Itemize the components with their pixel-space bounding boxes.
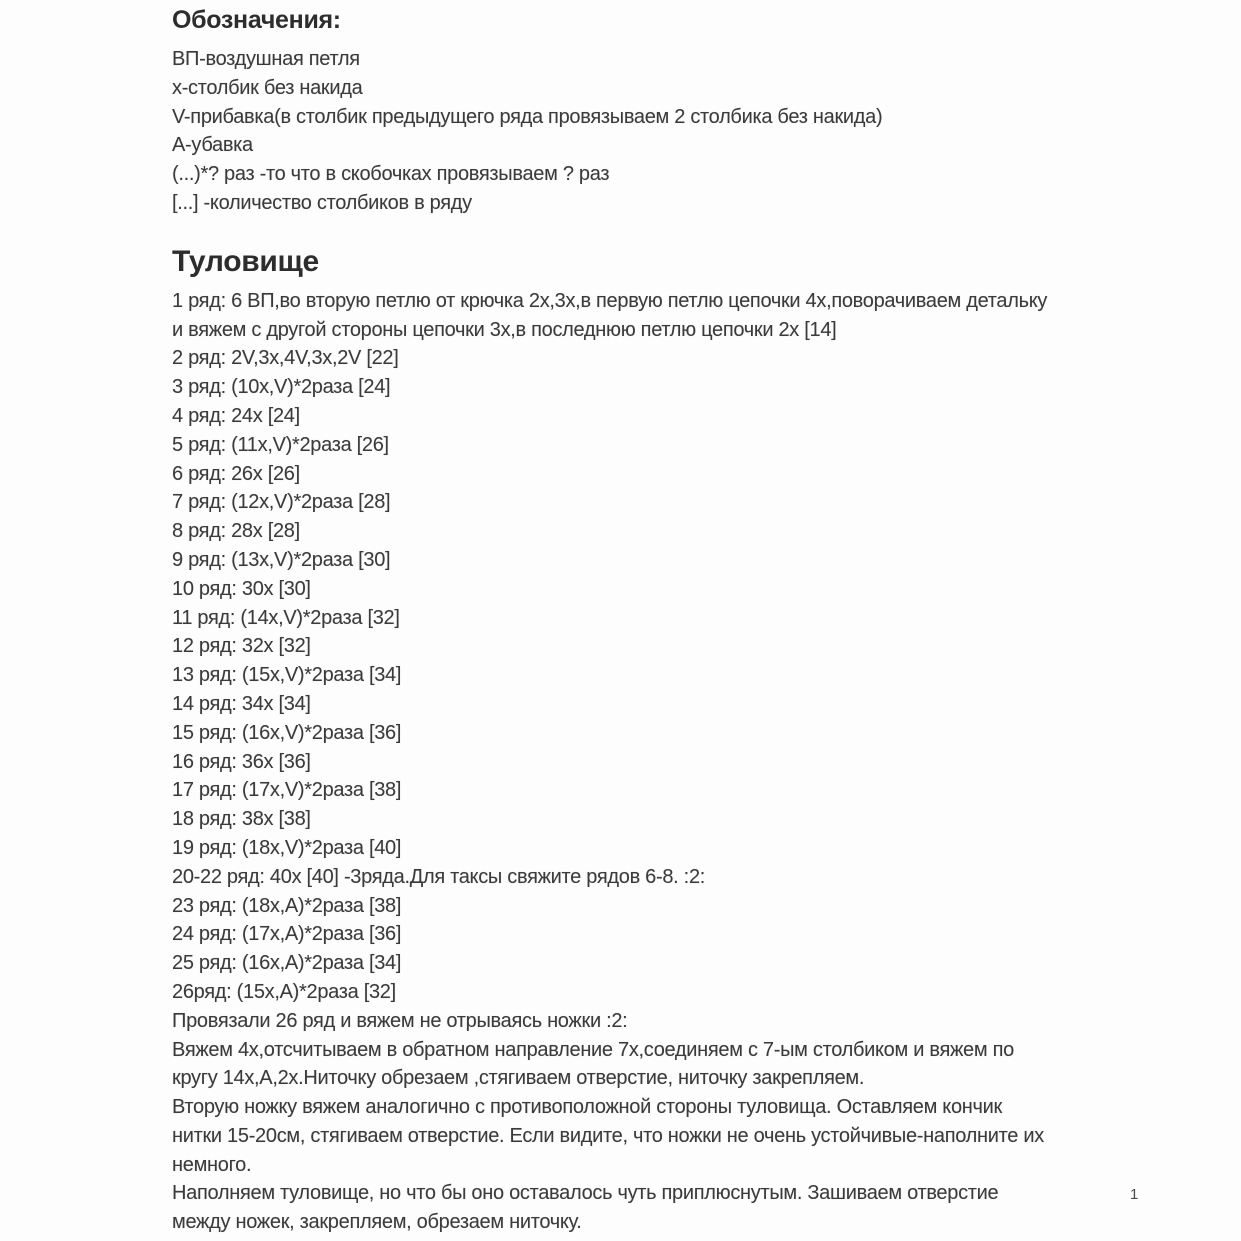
legend-item: х-столбик без накида — [172, 76, 363, 99]
pattern-row: 7 ряд: (12x,V)*2раза [28] — [172, 491, 391, 514]
pattern-row: 2 ряд: 2V,3x,4V,3x,2V [22] — [172, 347, 399, 370]
body-section-heading: Туловище — [172, 244, 319, 278]
pattern-row: Вторую ножку вяжем аналогично с противоположной стороны туловища. Оставляем кончик нитки 15-20см, стягиваем отверстие. Если видите, что ножки не очень устойчивые-наполните их немного. — [172, 1096, 1044, 1176]
pattern-row: 19 ряд: (18x,V)*2раза [40] — [172, 836, 402, 859]
pattern-row: 15 ряд: (16x,V)*2раза [36] — [172, 721, 402, 744]
page-number: 1 — [1130, 1186, 1139, 1203]
pattern-row: 1 ряд: 6 ВП,во вторую петлю от крючка 2х,3х,в первую петлю цепочки 4х,поворачиваем детальку и вяжем с другой стороны цепочки 3х,в последнюю петлю цепочки 2х [14] — [172, 289, 1048, 341]
legend-item: [...] -количество столбиков в ряду — [172, 191, 472, 214]
pattern-row: 20-22 ряд: 40x [40] -3ряда.Для таксы свяжите рядов 6-8. :2: — [172, 865, 706, 888]
pattern-row: 23 ряд: (18x,А)*2раза [38] — [172, 894, 402, 917]
pattern-row: 24 ряд: (17x,А)*2раза [36] — [172, 923, 402, 946]
pattern-row: 11 ряд: (14x,V)*2раза [32] — [172, 606, 400, 629]
legend-item: (...)*? раз -то что в скобочках провязываем ? раз — [172, 163, 610, 186]
pattern-row: 18 ряд: 38x [38] — [172, 808, 311, 831]
page-content — [172, 4, 1052, 1237]
pattern-row: 3 ряд: (10x,V)*2раза [24] — [172, 376, 391, 399]
pattern-row: 9 ряд: (13x,V)*2раза [30] — [172, 548, 391, 571]
pattern-row: 17 ряд: (17x,V)*2раза [38] — [172, 779, 402, 802]
legend-item: ВП-воздушная петля — [172, 48, 360, 70]
pattern-row: 26ряд: (15x,А)*2раза [32] — [172, 980, 396, 1003]
pattern-row: Провязали 26 ряд и вяжем не отрываясь ножки :2: — [172, 1009, 628, 1032]
pattern-row: 16 ряд: 36x [36] — [172, 750, 311, 773]
pattern-row: 8 ряд: 28x [28] — [172, 520, 300, 543]
pattern-row: 13 ряд: (15x,V)*2раза [34] — [172, 664, 402, 687]
pattern-row: 6 ряд: 26x [26] — [172, 462, 300, 485]
pattern-row: 25 ряд: (16x,А)*2раза [34] — [172, 952, 402, 975]
legend-item: А-убавка — [172, 134, 253, 157]
pattern-row: 4 ряд: 24x [24] — [172, 404, 300, 427]
pattern-row: 14 ряд: 34x [34] — [172, 692, 311, 715]
pattern-row: 12 ряд: 32x [32] — [172, 635, 311, 658]
legend-list — [172, 45, 1052, 218]
pattern-rows — [172, 287, 1052, 1237]
pattern-row: 5 ряд: (11x,V)*2раза [26] — [172, 433, 389, 456]
pattern-row: Наполняем туловище, но что бы оно оставалось чуть приплюснутым. Зашиваем отверстие между ножек, закрепляем, обрезаем ниточку. — [172, 1182, 999, 1234]
legend-heading: Обозначения: — [172, 6, 341, 34]
pattern-row: 10 ряд: 30x [30] — [172, 577, 311, 600]
pattern-row: Вяжем 4х,отсчитываем в обратном направление 7х,соединяем с 7-ым столбиком и вяжем по кругу 14х,А,2х.Ниточку обрезаем ,стягиваем отверстие, ниточку закрепляем. — [172, 1038, 1014, 1090]
legend-item: V-прибавка(в столбик предыдущего ряда провязываем 2 столбика без накида) — [172, 105, 883, 128]
